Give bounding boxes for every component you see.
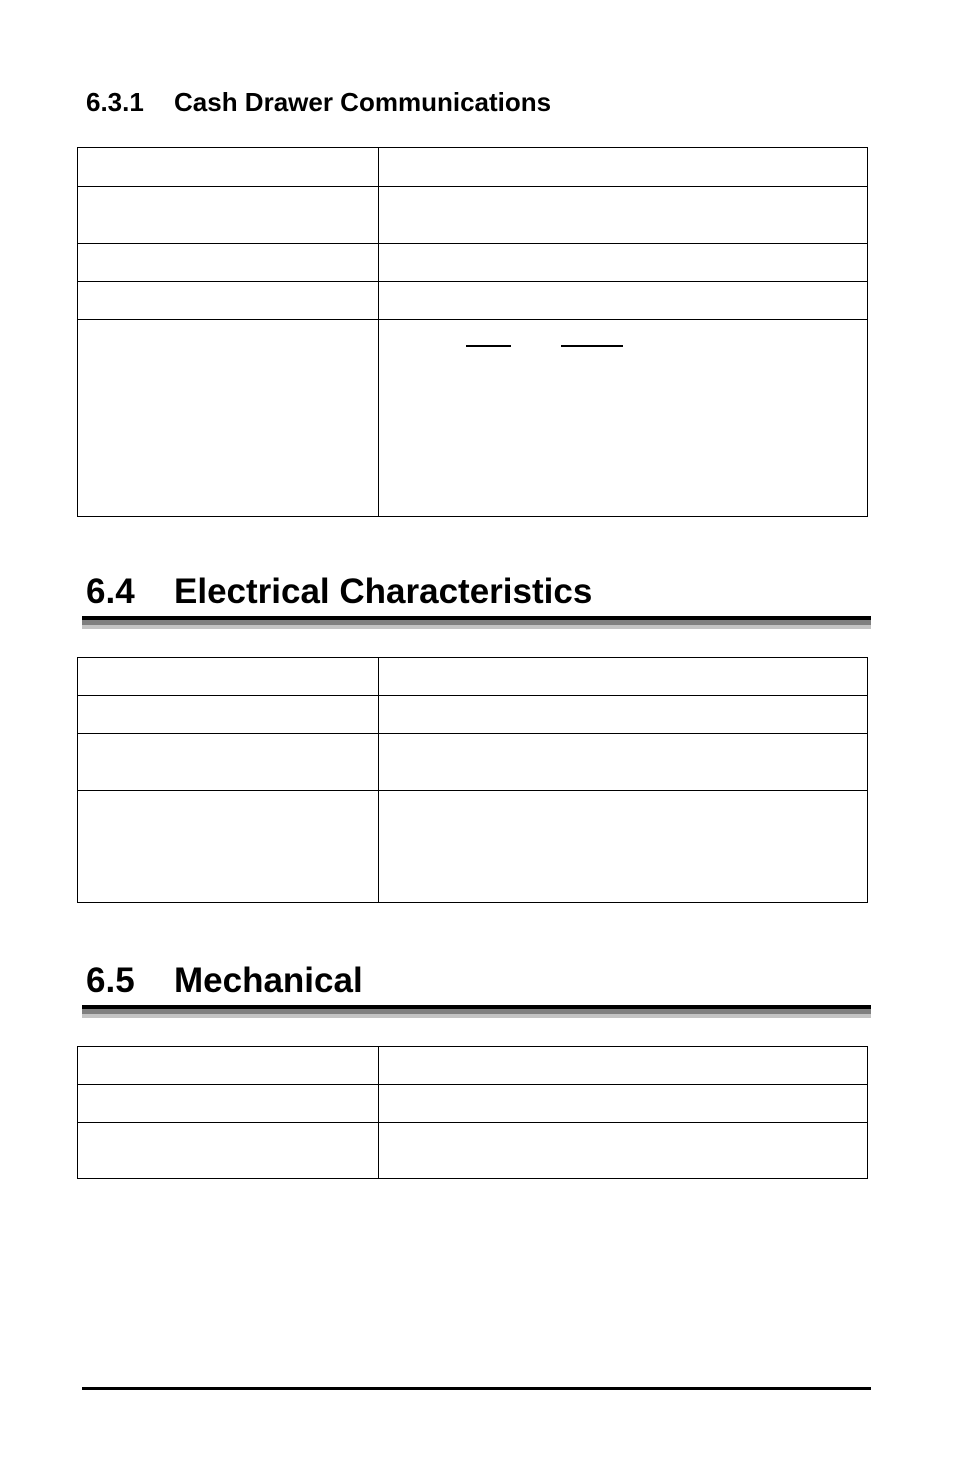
table-cell	[379, 734, 868, 791]
cash-drawer-communications-table	[77, 147, 868, 517]
table-cell	[379, 1085, 868, 1123]
table-cell	[379, 1047, 868, 1085]
section-6-5-heading	[86, 961, 363, 1001]
table-cell	[78, 791, 379, 903]
table-cell	[78, 320, 379, 517]
table-cell	[379, 148, 868, 187]
section-number: 6.3.1	[86, 87, 144, 117]
footer-rule	[82, 1387, 871, 1390]
section-number: 6.5	[86, 961, 135, 1000]
table-cell	[78, 187, 379, 244]
underline-mark	[466, 345, 511, 347]
table-cell	[78, 1085, 379, 1123]
table-cell	[78, 148, 379, 187]
table-cell	[78, 1047, 379, 1085]
section-number: 6.4	[86, 572, 135, 611]
table-row	[78, 791, 868, 903]
table-cell	[379, 791, 868, 903]
table-cell	[379, 1123, 868, 1179]
heading-rule	[82, 616, 871, 630]
table-cell	[78, 734, 379, 791]
table-row	[78, 320, 868, 517]
table-row	[78, 1085, 868, 1123]
table-cell	[78, 1123, 379, 1179]
underline-mark	[561, 345, 623, 347]
table-row	[78, 658, 868, 696]
table-cell	[78, 244, 379, 282]
table-cell	[78, 658, 379, 696]
table-row	[78, 1047, 868, 1085]
table-row	[78, 148, 868, 187]
table-row	[78, 187, 868, 244]
table-row	[78, 282, 868, 320]
section-title: Electrical Characteristics	[174, 572, 593, 611]
table-cell	[78, 282, 379, 320]
table-cell	[379, 696, 868, 734]
heading-rule	[82, 1005, 871, 1019]
electrical-characteristics-table	[77, 657, 868, 903]
table-cell	[379, 244, 868, 282]
table-cell	[78, 696, 379, 734]
section-title: Cash Drawer Communications	[174, 87, 552, 117]
table-cell	[379, 658, 868, 696]
section-title: Mechanical	[174, 961, 363, 1000]
table-row	[78, 1123, 868, 1179]
mechanical-table	[77, 1046, 868, 1179]
table-cell	[379, 320, 868, 517]
section-6-4-heading	[86, 572, 592, 612]
table-row	[78, 244, 868, 282]
table-cell	[379, 187, 868, 244]
table-row	[78, 734, 868, 791]
table-cell	[379, 282, 868, 320]
table-row	[78, 696, 868, 734]
section-6-3-1-heading	[86, 86, 551, 118]
